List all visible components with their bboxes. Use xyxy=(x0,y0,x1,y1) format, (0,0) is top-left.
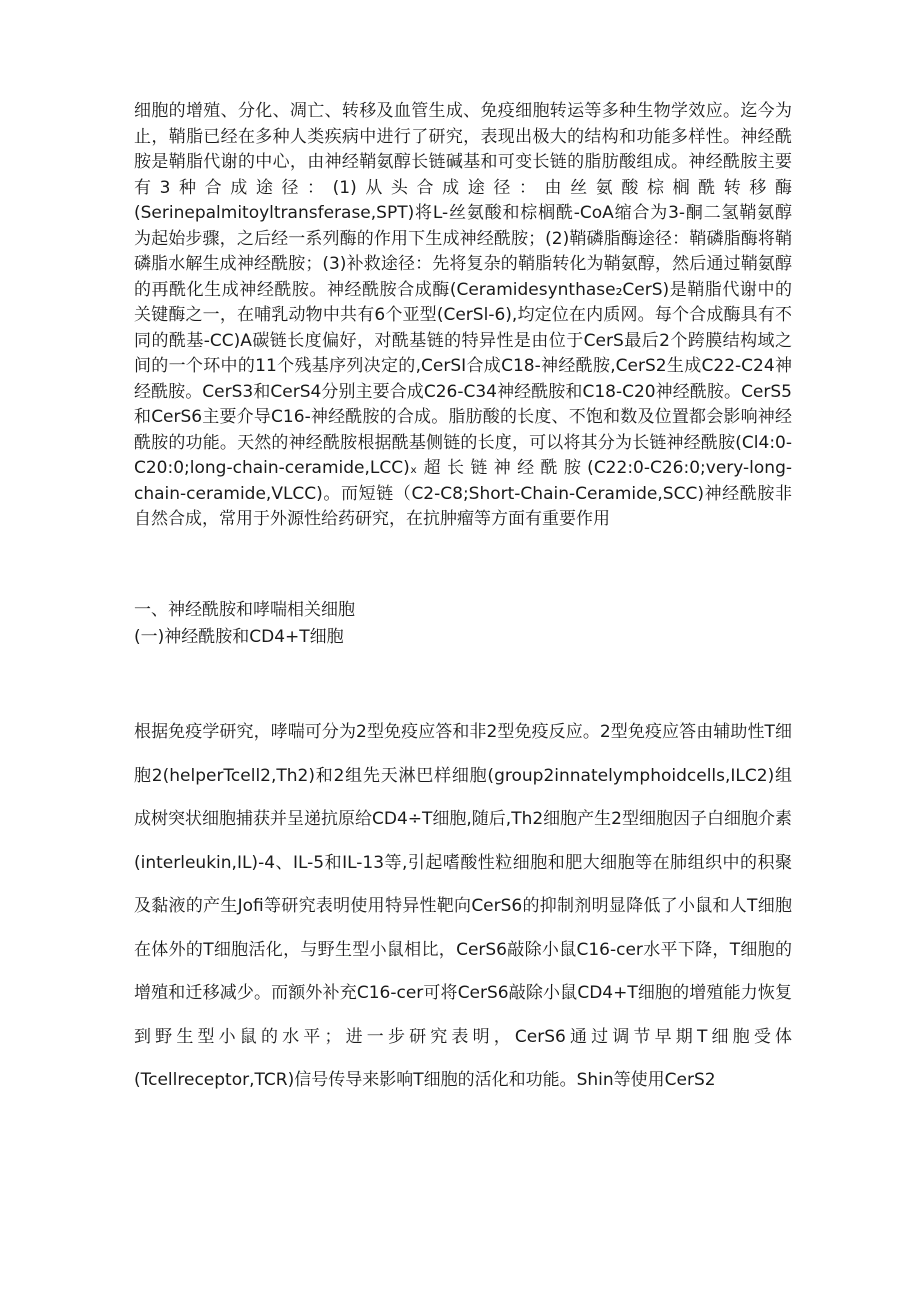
paragraph-text: 细胞的增殖、分化、凋亡、转移及血管生成、免疫细胞转运等多种生物学效应。迄今为止，鞘脂已经在多种人类疾病中进行了研究，表现出极大的结构和功能多样性。神经酰胺是鞘脂代谢的中心，由神经鞘氨醇长链碱基和可变长链的脂肪酸组成。神经酰胺主要有3种合成途径：(1)从头合成途径：由丝氨酸棕榈酰转移酶(Serinepalmitoyltransferase,SPT)将L-丝氨酸和棕榈酰-CoA缩合为3-酮二氢鞘氨醇为起始步骤，之后经一系列酶的作用下生成神经酰胺；(2)鞘磷脂酶途径：鞘磷脂酶将鞘磷脂水解生成神经酰胺；(3)补救途径：先将复杂的鞘脂转化为鞘氨醇，然后通过鞘氨醇的再酰化生成神经酰胺。神经酰胺合成酶(Ceramidesynthase₂CerS)是鞘脂代谢中的关键酶之一，在哺乳动物中共有6个亚型(CerSl-6),均定位在内质网。每个合成酶具有不同的酰基-CC)A碳链长度偏好，对酰基链的特异性是由位于CerS最后2个跨膜结构域之间的一个环中的11个残基序列决定的,CerSI合成C18-神经酰胺,CerS2生成C22-C24神经酰胺。CerS3和CerS4分别主要合成C26-C34神经酰胺和C18-C20神经酰胺。CerS5和CerS6主要介导C16-神经酰胺的合成。脂肪酸的长度、不饱和数及位置都会影响神经酰胺的功能。天然的神经酰胺根据酰基侧链的长度，可以将其分为长链神经酰胺(Cl4:0-C20:0;long-chain-ceramide,LCC)ₓ超长链神经酰胺(C22:0-C26:0;very-long-chain-ceramide,VLCC)。而短链（C2-C8;Short-Chain-Ceramide,SCC)神经酰胺非自然合成，常用于外源性给药研究，在抗肿瘤等方面有重要作用 xyxy=(134,101,792,529)
body-paragraph-2 xyxy=(134,711,792,1103)
body-paragraph-1 xyxy=(134,99,792,533)
section-heading: 一、神经酰胺和哮喘相关细胞 xyxy=(134,600,355,620)
paragraph-text: 根据免疫学研究，哮喘可分为2型免疫应答和非2型免疫反应。2型免疫应答由辅助性T细胞2(helperTcell2,Th2)和2组先天淋巴样细胞(group2innatelymphoidcells,ILC2)组成树突状细胞捕获并呈递抗原给CD4÷T细胞,随后,Th2细胞产生2型细胞因子白细胞介素(interleukin,IL)-4、IL-5和IL-13等,引起嗜酸性粒细胞和肥大细胞等在肺组织中的积聚及黏液的产生Jofi等研究表明使用特异性靶向CerS6的抑制剂明显降低了小鼠和人T细胞在体外的T细胞活化，与野生型小鼠相比，CerS6敲除小鼠C16-cer水平下降，T细胞的增殖和迁移减少。而额外补充C16-cer可将CerS6敲除小鼠CD4+T细胞的增殖能力恢复到野生型小鼠的水平；进一步研究表明，CerS6通过调节早期T细胞受体(Tcellreceptor,TCR)信号传导来影响T细胞的活化和功能。Shin等使用CerS2 xyxy=(134,722,793,1090)
subsection-heading: (一)神经酰胺和CD4+T细胞 xyxy=(134,627,344,647)
